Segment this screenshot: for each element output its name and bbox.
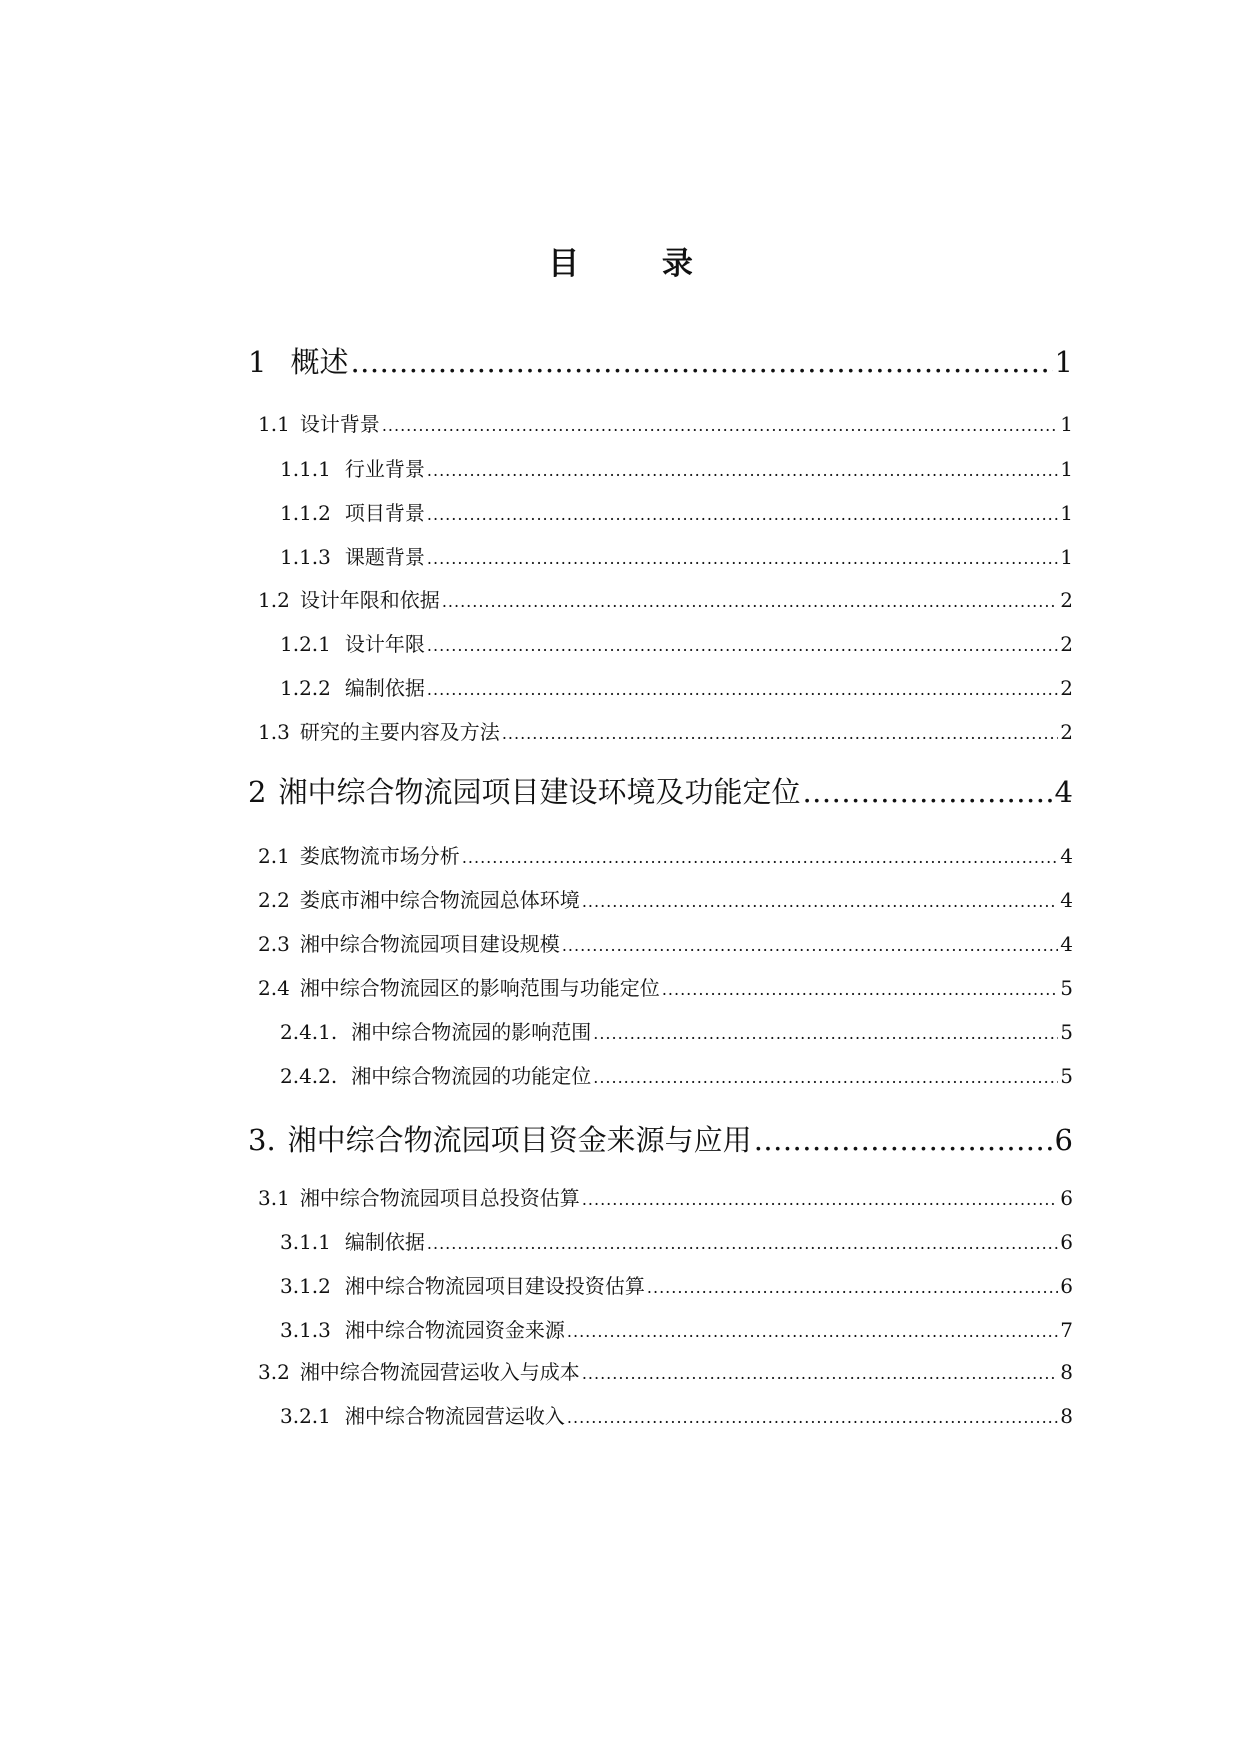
toc-page-number: 4 <box>1060 888 1073 912</box>
toc-leader-dots <box>502 724 1058 743</box>
toc-title: 湘中综合物流园的影响范围 <box>351 1020 592 1044</box>
toc-entry-subsection[interactable] <box>248 1226 1073 1255</box>
toc-page-number: 5 <box>1060 1020 1073 1044</box>
toc-page-number: 2 <box>1060 632 1073 656</box>
toc-title: 编制依据 <box>344 1230 425 1254</box>
toc-leader-dots <box>427 505 1058 524</box>
toc-title: 湘中综合物流园区的影响范围与功能定位 <box>299 976 660 1000</box>
toc-number: 3.2 <box>258 1360 290 1384</box>
toc-title: 湘中综合物流园资金来源 <box>344 1318 565 1342</box>
toc-leader-dots <box>754 1123 1053 1157</box>
toc-page-number: 1 <box>1060 412 1073 436</box>
toc-entry-section[interactable] <box>248 716 1073 745</box>
toc-page-number: 4 <box>1060 844 1073 868</box>
toc-entry-chapter[interactable] <box>248 340 1073 381</box>
toc-number: 2.3 <box>258 932 290 956</box>
toc-entry-subsection[interactable] <box>248 497 1073 526</box>
toc-title: 研究的主要内容及方法 <box>299 720 500 744</box>
toc-title: 湘中综合物流园的功能定位 <box>351 1064 592 1088</box>
toc-title: 湘中综合物流园项目建设规模 <box>299 932 560 956</box>
toc-page-number: 1 <box>1060 545 1073 569</box>
toc-entry-subsection[interactable] <box>248 672 1073 701</box>
toc-number: 3.1.3 <box>280 1318 331 1342</box>
toc-title: 娄底物流市场分析 <box>299 844 460 868</box>
toc-title: 编制依据 <box>344 676 425 700</box>
toc-page-number: 1 <box>1054 345 1073 379</box>
toc-number: 1.1.1 <box>280 457 331 481</box>
toc-leader-dots <box>442 592 1058 611</box>
toc-leader-dots <box>802 775 1052 809</box>
toc-number: 2.4 <box>258 976 290 1000</box>
toc-number: 3.2.1 <box>280 1404 331 1428</box>
toc-number: 1.2.2 <box>280 676 331 700</box>
toc-title: 课题背景 <box>344 545 425 569</box>
toc-entry-subsection[interactable] <box>248 541 1073 570</box>
toc-title: 湘中综合物流园项目总投资估算 <box>299 1186 580 1210</box>
toc-page-number: 6 <box>1060 1186 1073 1210</box>
toc-number: 1.1.2 <box>280 501 331 525</box>
toc-number: 1 <box>248 345 267 379</box>
toc-entry-section[interactable] <box>248 972 1073 1001</box>
toc-page-number: 1 <box>1060 457 1073 481</box>
toc-number: 2.2 <box>258 888 290 912</box>
toc-title: 设计年限 <box>344 632 425 656</box>
toc-number: 3.1 <box>258 1186 290 1210</box>
toc-title: 设计年限和依据 <box>299 588 440 612</box>
toc-number: 1.1 <box>258 412 290 436</box>
toc-entry-section[interactable] <box>248 1356 1073 1385</box>
toc-page-number: 6 <box>1060 1230 1073 1254</box>
toc-number: 2.4.1. <box>280 1020 338 1044</box>
toc-leader-dots <box>462 848 1058 867</box>
toc-leader-dots <box>427 549 1058 568</box>
toc-entry-section[interactable] <box>248 408 1073 437</box>
page-title: 目 录 <box>548 246 729 282</box>
toc-leader-dots <box>662 980 1058 999</box>
toc-page-number: 2 <box>1060 676 1073 700</box>
toc-page-number: 6 <box>1054 1123 1073 1157</box>
toc-entry-section[interactable] <box>248 584 1073 613</box>
toc-number: 2.4.2. <box>280 1064 338 1088</box>
toc-leader-dots <box>582 892 1058 911</box>
toc-entry-subsection[interactable] <box>248 1400 1073 1429</box>
toc-title: 湘中综合物流园项目建设环境及功能定位 <box>278 775 801 809</box>
toc-title: 概述 <box>290 345 349 379</box>
toc-number: 1.2.1 <box>280 632 331 656</box>
toc-page-number: 2 <box>1060 588 1073 612</box>
toc-leader-dots <box>593 1068 1058 1087</box>
toc-number: 3.1.2 <box>280 1274 331 1298</box>
toc-page-number: 4 <box>1054 775 1073 809</box>
toc-leader-dots <box>427 636 1058 655</box>
toc-leader-dots <box>582 1364 1058 1383</box>
toc-title: 湘中综合物流园项目建设投资估算 <box>344 1274 645 1298</box>
toc-number: 2 <box>248 775 267 809</box>
toc-page-number: 8 <box>1060 1360 1073 1384</box>
toc-entry-section[interactable] <box>248 1182 1073 1211</box>
toc-page-number: 7 <box>1060 1318 1073 1342</box>
toc-number: 1.3 <box>258 720 290 744</box>
toc-leader-dots <box>427 680 1058 699</box>
toc-leader-dots <box>567 1408 1058 1427</box>
toc-number: 1.2 <box>258 588 290 612</box>
toc-entry-subsection[interactable] <box>248 628 1073 657</box>
toc-number: 2.1 <box>258 844 290 868</box>
toc-leader-dots <box>647 1278 1058 1297</box>
toc-number: 3. <box>248 1123 276 1157</box>
toc-entry-subsection[interactable] <box>248 1270 1073 1299</box>
toc-leader-dots <box>350 345 1052 379</box>
toc-leader-dots <box>427 1234 1058 1253</box>
toc-entry-subsection[interactable] <box>248 1060 1073 1089</box>
toc-entry-section[interactable] <box>248 840 1073 869</box>
toc-number: 3.1.1 <box>280 1230 331 1254</box>
toc-title: 设计背景 <box>299 412 380 436</box>
toc-leader-dots <box>382 416 1058 435</box>
toc-entry-section[interactable] <box>248 928 1073 957</box>
toc-page-number: 5 <box>1060 976 1073 1000</box>
toc-page-number: 8 <box>1060 1404 1073 1428</box>
toc-leader-dots <box>427 461 1058 480</box>
toc-entry-chapter[interactable] <box>248 770 1073 811</box>
toc-page-number: 2 <box>1060 720 1073 744</box>
toc-page-number: 6 <box>1060 1274 1073 1298</box>
toc-title: 项目背景 <box>344 501 425 525</box>
toc-title: 湘中综合物流园营运收入与成本 <box>299 1360 580 1384</box>
toc-title: 湘中综合物流园营运收入 <box>344 1404 565 1428</box>
toc-page-number: 5 <box>1060 1064 1073 1088</box>
toc-leader-dots <box>593 1024 1058 1043</box>
toc-leader-dots <box>562 936 1058 955</box>
toc-title: 行业背景 <box>344 457 425 481</box>
toc-page-number: 1 <box>1060 501 1073 525</box>
toc-entry-subsection[interactable] <box>248 1314 1073 1343</box>
toc-leader-dots <box>582 1190 1058 1209</box>
toc-entry-chapter[interactable] <box>248 1118 1073 1159</box>
toc-entry-subsection[interactable] <box>248 1016 1073 1045</box>
toc-title: 娄底市湘中综合物流园总体环境 <box>299 888 580 912</box>
toc-leader-dots <box>567 1322 1058 1341</box>
toc-title: 湘中综合物流园项目资金来源与应用 <box>287 1123 752 1157</box>
toc-entry-section[interactable] <box>248 884 1073 913</box>
toc-page-number: 4 <box>1060 932 1073 956</box>
toc-entry-subsection[interactable] <box>248 453 1073 482</box>
toc-number: 1.1.3 <box>280 545 331 569</box>
